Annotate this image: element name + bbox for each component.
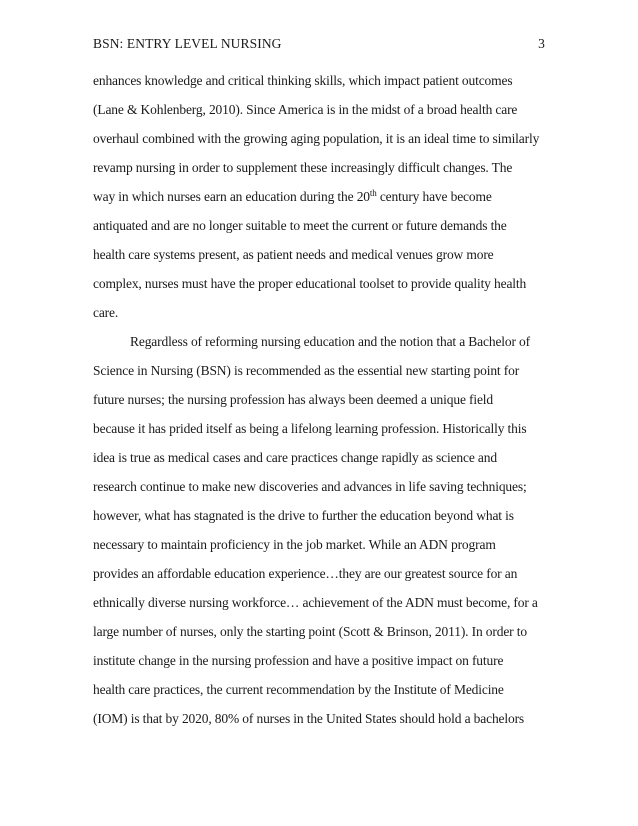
body-line: future nurses; the nursing profession has always been deemed a unique field: [93, 392, 494, 407]
page-number: 3: [538, 36, 545, 51]
body-line: ethnically diverse nursing workforce… achievement of the ADN must become, for a: [93, 595, 538, 610]
body-line: (Lane & Kohlenberg, 2010). Since America is in the midst of a broad health care: [93, 102, 518, 117]
body-line: large number of nurses, only the starting point (Scott & Brinson, 2011). In order to: [93, 624, 527, 639]
body-line: research continue to make new discoveries and advances in life saving techniques;: [93, 479, 527, 494]
body-line: enhances knowledge and critical thinking skills, which impact patient outcomes: [93, 73, 513, 88]
body-line: because it has prided itself as being a lifelong learning profession. Historically this: [93, 421, 527, 436]
body-line: (IOM) is that by 2020, 80% of nurses in the United States should hold a bachelors: [93, 711, 525, 726]
body-line: health care systems present, as patient needs and medical venues grow more: [93, 247, 494, 262]
body-line: however, what has stagnated is the drive to further the education beyond what is: [93, 508, 514, 523]
running-header: [93, 36, 545, 56]
body-line: institute change in the nursing profession and have a positive impact on future: [93, 653, 504, 668]
ordinal-superscript: th: [369, 188, 377, 198]
body-line: idea is true as medical cases and care practices change rapidly as science and: [93, 450, 497, 465]
body-line: care.: [93, 305, 119, 320]
line-text: century have become: [376, 189, 492, 204]
body-line: necessary to maintain proficiency in the job market. While an ADN program: [93, 537, 496, 552]
body-line: [93, 188, 545, 206]
body-line: Science in Nursing (BSN) is recommended as the essential new starting point for: [93, 363, 520, 378]
body-line: overhaul combined with the growing aging population, it is an ideal time to similarly: [93, 131, 540, 146]
body-line: antiquated and are no longer suitable to meet the current or future demands the: [93, 218, 507, 233]
body-line: revamp nursing in order to supplement these increasingly difficult changes. The: [93, 160, 513, 175]
body-line: complex, nurses must have the proper educational toolset to provide quality health: [93, 276, 527, 291]
header-title: BSN: ENTRY LEVEL NURSING: [93, 36, 282, 51]
line-text: way in which nurses earn an education during the 20: [93, 189, 370, 204]
body-line: health care practices, the current recommendation by the Institute of Medicine: [93, 682, 504, 697]
paragraph-start: Regardless of reforming nursing education and the notion that a Bachelor of: [130, 334, 531, 349]
body-line: provides an affordable education experience…they are our greatest source for an: [93, 566, 518, 581]
